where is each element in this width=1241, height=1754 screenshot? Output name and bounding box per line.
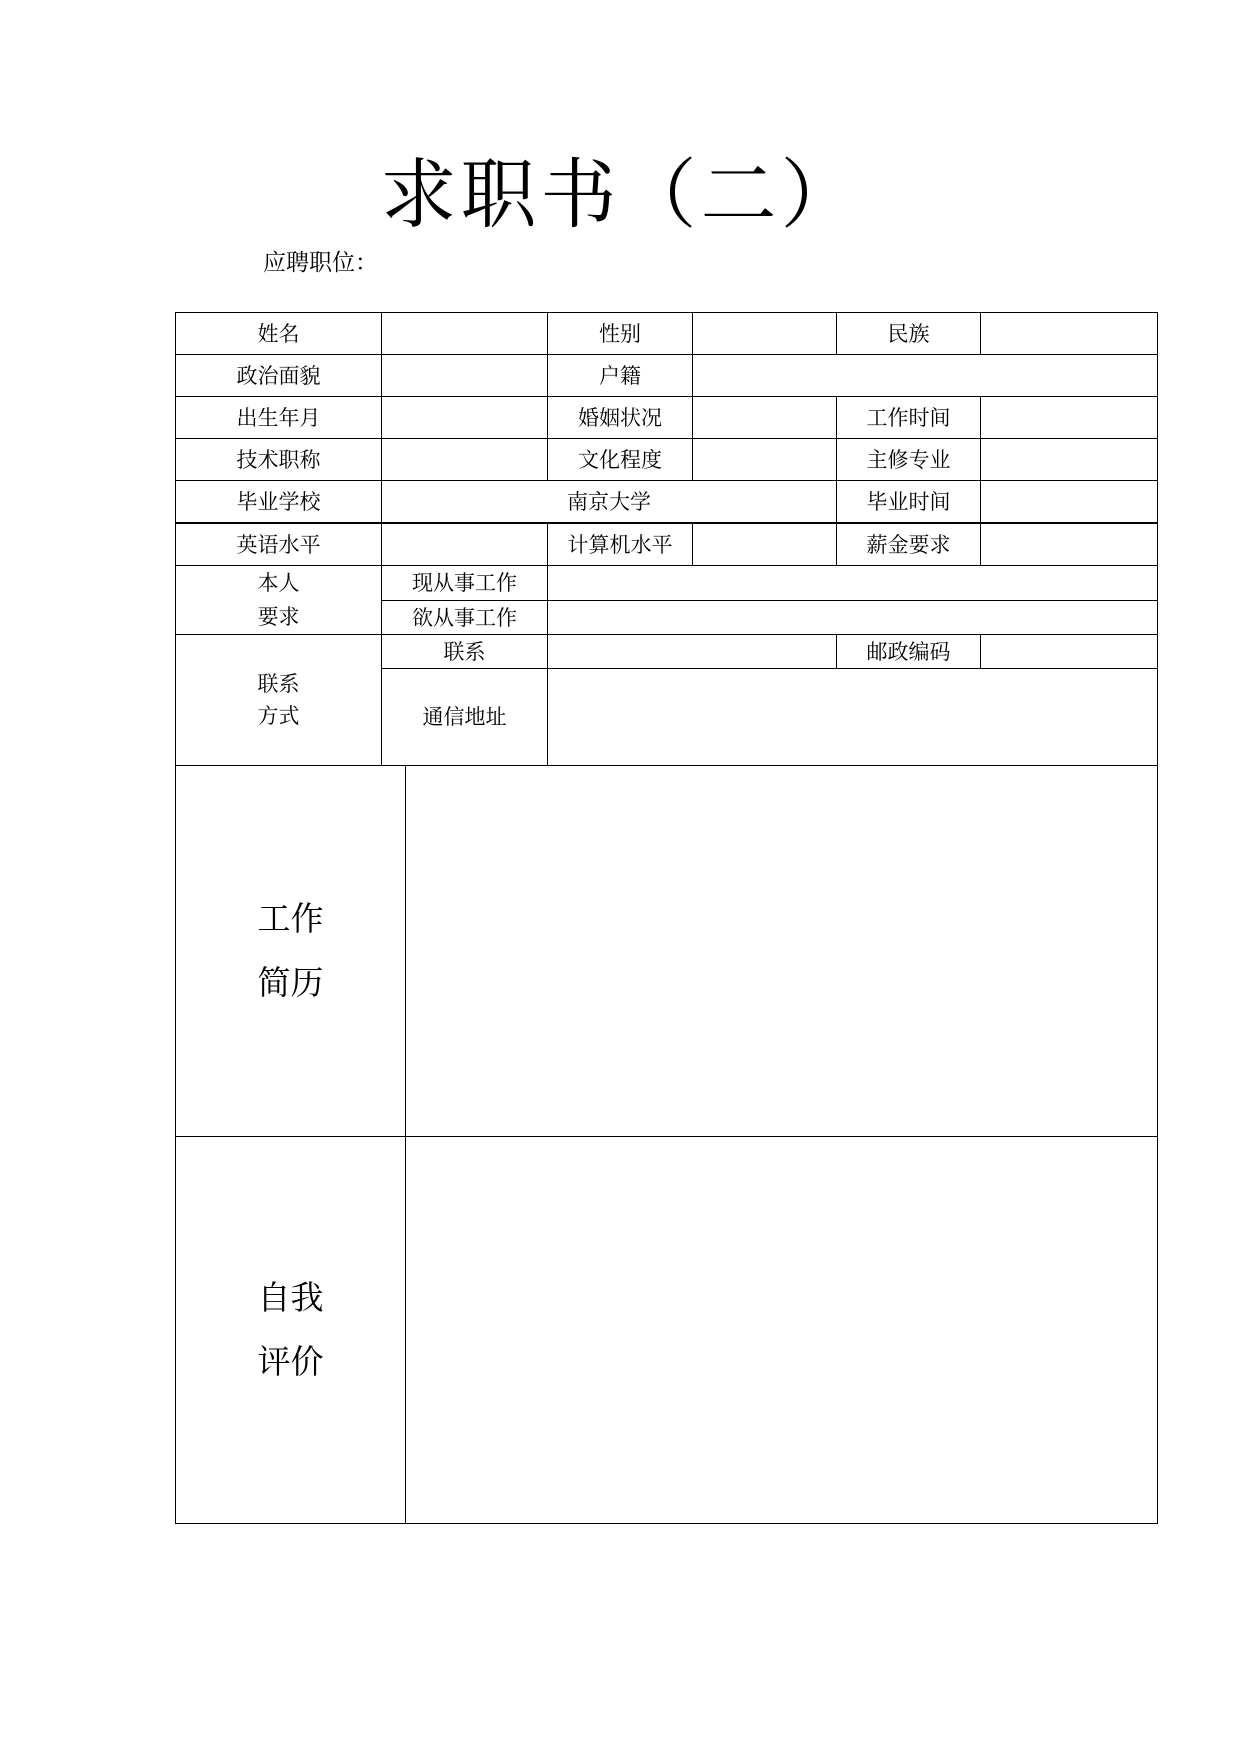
self-evaluation-line2: 评价 [257,1342,324,1381]
ethnicity-label: 民族 [837,313,981,355]
work-history-field[interactable] [406,766,1157,1137]
birth-date-label: 出生年月 [176,397,382,439]
current-job-field[interactable] [548,566,1157,601]
self-requirements-line2: 要求 [257,605,300,629]
gender-field[interactable] [693,313,837,355]
contact-field[interactable] [548,635,837,669]
application-form [175,312,1158,1524]
desired-job-field[interactable] [548,601,1157,635]
major-label: 主修专业 [837,439,981,481]
work-start-label: 工作时间 [837,397,981,439]
work-history-line1: 工作 [257,899,324,938]
major-field[interactable] [981,439,1157,481]
applied-position-label: 应聘职位： [263,250,378,276]
computer-level-field[interactable] [693,524,837,566]
contact-label: 联系 [382,635,548,669]
contact-info-line2: 方式 [257,704,300,728]
work-history-line2: 简历 [257,963,324,1002]
self-requirements-line1: 本人 [257,571,300,595]
education-label: 文化程度 [548,439,693,481]
salary-label: 薪金要求 [837,524,981,566]
self-evaluation-line1: 自我 [257,1278,324,1317]
school-field[interactable]: 南京大学 [382,481,837,524]
work-start-field[interactable] [981,397,1157,439]
marital-status-field[interactable] [693,397,837,439]
english-level-label: 英语水平 [176,524,382,566]
gender-label: 性别 [548,313,693,355]
self-evaluation-field[interactable] [406,1137,1157,1523]
birth-date-field[interactable] [382,397,548,439]
education-field[interactable] [693,439,837,481]
contact-info-line1: 联系 [257,672,300,696]
work-history-label [176,766,406,1137]
self-requirements-label [176,566,382,635]
english-level-field[interactable] [382,524,548,566]
hukou-label: 户籍 [548,355,693,397]
address-label: 通信地址 [382,669,548,766]
marital-status-label: 婚姻状况 [548,397,693,439]
tech-title-label: 技术职称 [176,439,382,481]
ethnicity-field[interactable] [981,313,1157,355]
political-status-field[interactable] [382,355,548,397]
self-evaluation-label [176,1137,406,1523]
page-title: 求职书（二） [380,150,861,239]
name-label: 姓名 [176,313,382,355]
graduation-time-label: 毕业时间 [837,481,981,524]
postcode-field[interactable] [981,635,1157,669]
desired-job-label: 欲从事工作 [382,601,548,635]
address-field[interactable] [548,669,1157,766]
postcode-label: 邮政编码 [837,635,981,669]
computer-level-label: 计算机水平 [548,524,693,566]
graduation-time-field[interactable] [981,481,1157,524]
salary-field[interactable] [981,524,1157,566]
hukou-field[interactable] [693,355,1157,397]
current-job-label: 现从事工作 [382,566,548,601]
contact-info-label [176,635,382,766]
tech-title-field[interactable] [382,439,548,481]
school-label: 毕业学校 [176,481,382,524]
political-status-label: 政治面貌 [176,355,382,397]
name-field[interactable] [382,313,548,355]
